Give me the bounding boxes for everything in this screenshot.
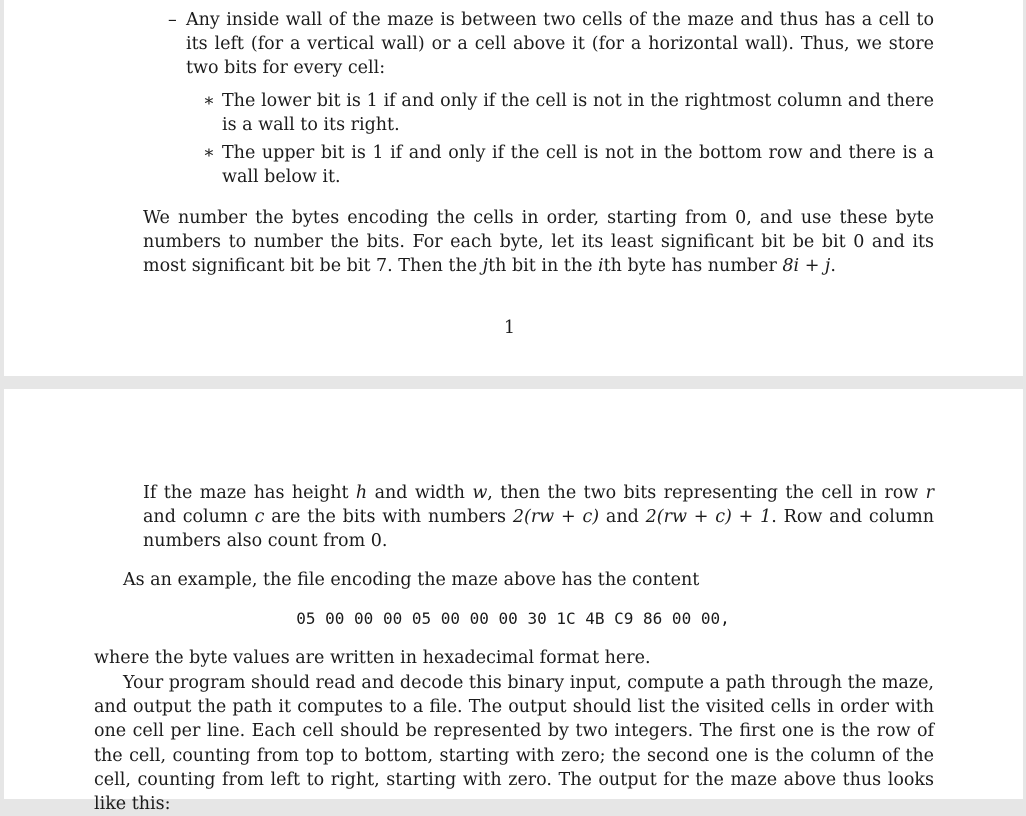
page-number: 1 [503,318,516,338]
sub-list-bullet: ∗ [203,91,215,111]
example-intro: As an example, the file encoding the maze above has the content [123,570,700,590]
sub-list-item-lower-bit: The lower bit is 1 if and only if the cell is not in the rightmost column and there is a wall to its right. [222,91,934,136]
cell-bits-paragraph: If the maze has height h and width w, then the two bits representing the cell in row r and column c are the bits with numbers 2(rw + c) and 2(rw + c) + 1. Row and column numbers also count from 0. [143,483,934,552]
sub-list-bullet: ∗ [203,143,215,163]
byte-numbering-paragraph: We number the bytes encoding the cells in order, starting from 0, and use these byte numbers to number the bits. For each byte, let its least significant bit be bit 0 and its most significant bit be bit 7. Then the jth bit in the ith byte has number 8i + j. [143,208,934,277]
sub-list-item-upper-bit: The upper bit is 1 if and only if the cell is not in the bottom row and there is a wall below it. [222,143,934,188]
hex-content-line: 05 00 00 00 05 00 00 00 30 1C 4B C9 86 00 00, [296,609,730,628]
program-description-paragraph: Your program should read and decode this binary input, compute a path through the maze, and output the path it computes to a file. The output should list the visited cells in order with one cell per line. Each cell should be represented by two integers. The first one is the row of the cell, counting from top to bottom, starting with zero; the second one is the column of the cell, counting from left to right, starting with zero. The output for the maze above thus looks like this: [94,673,934,815]
list-item-inside-wall: Any inside wall of the maze is between two cells of the maze and thus has a cell to its left (for a vertical wall) or a cell above it (for a horizontal wall). Thus, we store two bits for every cell: [186,10,934,79]
list-bullet-dash: – [168,10,177,30]
hex-format-note: where the byte values are written in hexadecimal format here. [94,648,651,668]
